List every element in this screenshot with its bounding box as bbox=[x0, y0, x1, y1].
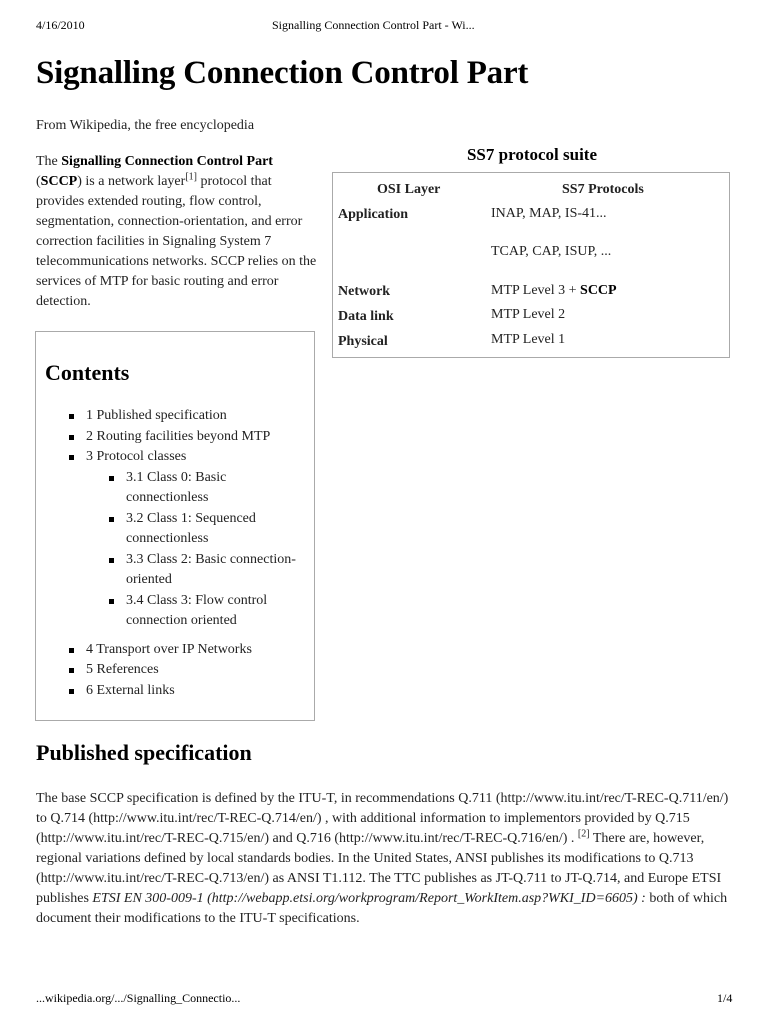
infobox-protocols: TCAP, CAP, ISUP, ... bbox=[491, 244, 612, 259]
section-paragraph: The base SCCP specification is defined by the ITU-T, in recommendations Q.711 (http://www.itu.int/rec/T-REC-Q.711/en/) to Q.714 (http://www.itu.int/rec/T-REC-Q.714/en/) , with additional information to implementors provided by Q.715 (http://www.itu.int/rec/T-REC-Q.715/en/) and Q.716 (http://www.itu.int/rec/T-REC-Q.716/en/) . [2] There are, however, regional variations defined by local standards bodies. In the United States, ANSI publishes its modifications to Q.713 (http://www.itu.int/rec/T-REC-Q.713/en/) as ANSI T1.112. The TTC publishes as JT-Q.711 to JT-Q.714, and Europe ETSI publishes ETSI EN 300-009-1 (http://webapp.etsi.org/workprogram/Report_WorkItem.asp?WKI_ID=6605) : both of which document their modifications to the ITU-T specifications. bbox=[36, 791, 729, 926]
table-of-contents bbox=[35, 331, 315, 721]
infobox-layer-application: Application bbox=[338, 207, 409, 222]
toc-item[interactable]: 2 Routing facilities beyond MTP bbox=[86, 427, 311, 448]
toc-title: Contents bbox=[45, 360, 130, 385]
header-date: 4/16/2010 bbox=[36, 18, 85, 32]
footer-url: ...wikipedia.org/.../Signalling_Connectio... bbox=[36, 991, 241, 1005]
toc-subitem[interactable]: 3.2 Class 1: Sequenced connectionless bbox=[126, 509, 311, 550]
toc-item[interactable]: 4 Transport over IP Networks bbox=[86, 640, 311, 661]
infobox-caption: SS7 protocol suite bbox=[466, 145, 598, 164]
intro-paragraph: The Signalling Connection Control Part (SCCP) is a network layer[1] protocol that provides extended routing, flow control, segmentation, connection-orientation, and error correction facilities in Signaling System 7 telecommunications networks. SCCP relies on the services of MTP for basic routing and error detection. bbox=[36, 154, 317, 309]
infobox-col-osi-layer: OSI Layer bbox=[377, 182, 441, 197]
toc-subitem[interactable]: 3.4 Class 3: Flow control connection oriented bbox=[126, 591, 311, 632]
infobox-layer-network: Network bbox=[338, 284, 391, 299]
toc-item[interactable]: 3 Protocol classes 3.1 Class 0: Basic connectionless 3.2 Class 1: Sequenced connectionless 3.3 Class 2: Basic connection-oriented 3.4 Class 3: Flow control connection oriented bbox=[86, 447, 311, 632]
infobox-protocols: MTP Level 1 bbox=[491, 332, 566, 347]
infobox-layer-data-link: Data link bbox=[338, 309, 394, 324]
infobox-layer-physical: Physical bbox=[338, 334, 388, 349]
header-page-title: Signalling Connection Control Part - Wi... bbox=[272, 18, 475, 32]
from-line: From Wikipedia, the free encyclopedia bbox=[36, 118, 255, 133]
toc-subitem[interactable]: 3.1 Class 0: Basic connectionless bbox=[126, 468, 311, 509]
citation-link[interactable]: [2] bbox=[577, 828, 590, 840]
toc-item[interactable]: 6 External links bbox=[86, 681, 311, 702]
infobox-protocols: INAP, MAP, IS-41... bbox=[491, 206, 607, 221]
external-link[interactable]: ETSI EN 300-009-1 (http://webapp.etsi.org/workprogram/Report_WorkItem.asp?WKI_ID=6605) : bbox=[92, 891, 646, 906]
section-heading-published-specification: Published specification bbox=[36, 740, 252, 765]
infobox-col-ss7-protocols: SS7 Protocols bbox=[562, 182, 644, 197]
infobox-protocols: MTP Level 3 + SCCP bbox=[491, 283, 617, 298]
page-title: Signalling Connection Control Part bbox=[36, 55, 529, 91]
toc-item[interactable]: 5 References bbox=[86, 660, 311, 681]
infobox-table bbox=[332, 172, 730, 358]
citation-link[interactable]: [1] bbox=[185, 171, 197, 183]
toc-item[interactable]: 1 Published specification bbox=[86, 406, 311, 427]
infobox-protocols: MTP Level 2 bbox=[491, 307, 566, 322]
footer-page-number: 1/4 bbox=[717, 991, 733, 1005]
toc-subitem[interactable]: 3.3 Class 2: Basic connection-oriented bbox=[126, 550, 311, 591]
